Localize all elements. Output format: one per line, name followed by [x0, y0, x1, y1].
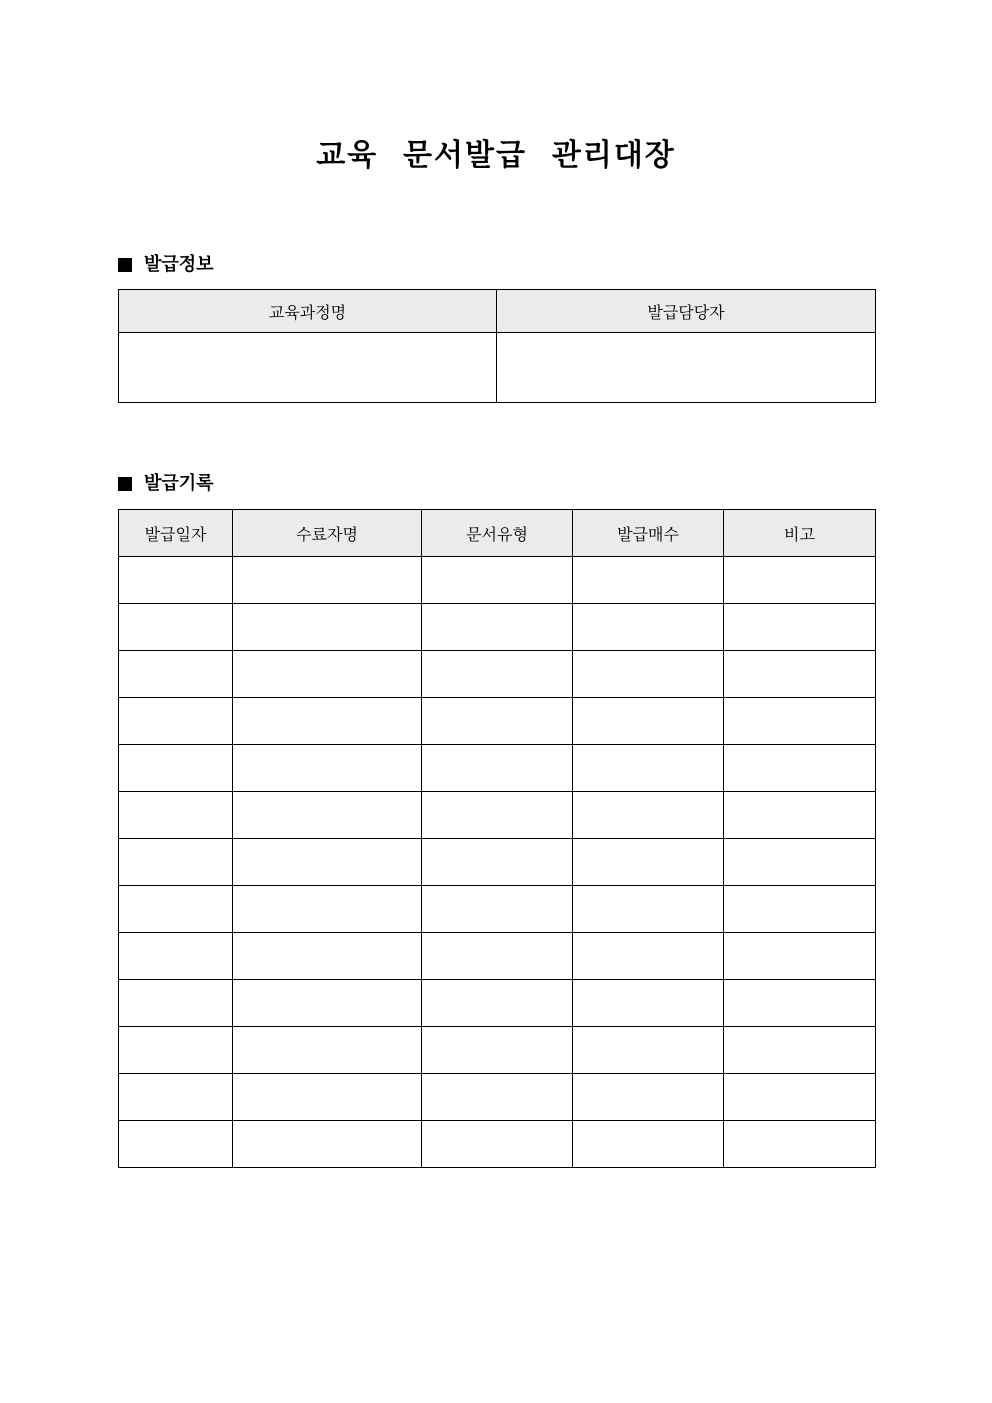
document-type-cell[interactable]	[422, 698, 573, 745]
section-heading-label: 발급정보	[144, 254, 214, 275]
remarks-cell[interactable]	[724, 557, 876, 604]
graduate-name-cell[interactable]	[233, 557, 422, 604]
remarks-cell[interactable]	[724, 651, 876, 698]
issue-date-cell[interactable]	[119, 886, 233, 933]
document-type-cell[interactable]	[422, 1121, 573, 1168]
issue-date-cell[interactable]	[119, 933, 233, 980]
document-type-cell[interactable]	[422, 557, 573, 604]
remarks-cell[interactable]	[724, 792, 876, 839]
graduate-name-cell[interactable]	[233, 698, 422, 745]
copies-cell[interactable]	[573, 557, 724, 604]
table-header-row	[119, 510, 876, 557]
issue-date-cell[interactable]	[119, 792, 233, 839]
table-row	[119, 792, 876, 839]
graduate-name-cell[interactable]	[233, 745, 422, 792]
table-row	[119, 651, 876, 698]
section-heading-label: 발급기록	[144, 473, 214, 494]
table-row	[119, 333, 876, 403]
copies-cell[interactable]	[573, 604, 724, 651]
column-header-graduate-name: 수료자명	[233, 510, 422, 557]
document-type-cell[interactable]	[422, 745, 573, 792]
copies-cell[interactable]	[573, 1074, 724, 1121]
copies-cell[interactable]	[573, 745, 724, 792]
records-body	[119, 557, 876, 1168]
table-header-row	[119, 290, 876, 333]
remarks-cell[interactable]	[724, 933, 876, 980]
course-name-cell[interactable]	[119, 333, 497, 403]
remarks-cell[interactable]	[724, 1027, 876, 1074]
copies-cell[interactable]	[573, 839, 724, 886]
issue-date-cell[interactable]	[119, 1027, 233, 1074]
graduate-name-cell[interactable]	[233, 839, 422, 886]
table-row	[119, 1074, 876, 1121]
remarks-cell[interactable]	[724, 1074, 876, 1121]
column-header-copies: 발급매수	[573, 510, 724, 557]
column-header-document-type: 문서유형	[422, 510, 573, 557]
remarks-cell[interactable]	[724, 604, 876, 651]
graduate-name-cell[interactable]	[233, 886, 422, 933]
table-row	[119, 933, 876, 980]
table-row	[119, 557, 876, 604]
issue-date-cell[interactable]	[119, 604, 233, 651]
table-row	[119, 886, 876, 933]
remarks-cell[interactable]	[724, 1121, 876, 1168]
table-row	[119, 980, 876, 1027]
copies-cell[interactable]	[573, 980, 724, 1027]
graduate-name-cell[interactable]	[233, 980, 422, 1027]
table-row	[119, 1027, 876, 1074]
graduate-name-cell[interactable]	[233, 604, 422, 651]
document-type-cell[interactable]	[422, 980, 573, 1027]
graduate-name-cell[interactable]	[233, 933, 422, 980]
copies-cell[interactable]	[573, 933, 724, 980]
issue-info-table	[118, 289, 876, 403]
table-row	[119, 1121, 876, 1168]
copies-cell[interactable]	[573, 792, 724, 839]
graduate-name-cell[interactable]	[233, 1121, 422, 1168]
copies-cell[interactable]	[573, 651, 724, 698]
copies-cell[interactable]	[573, 886, 724, 933]
column-header-issuer: 발급담당자	[497, 290, 876, 333]
document-type-cell[interactable]	[422, 1074, 573, 1121]
document-title: 교육 문서발급 관리대장	[316, 138, 676, 173]
document-type-cell[interactable]	[422, 886, 573, 933]
section-heading-issue-records	[118, 472, 214, 496]
issue-date-cell[interactable]	[119, 839, 233, 886]
graduate-name-cell[interactable]	[233, 792, 422, 839]
copies-cell[interactable]	[573, 1121, 724, 1168]
document-type-cell[interactable]	[422, 651, 573, 698]
graduate-name-cell[interactable]	[233, 1074, 422, 1121]
table-row	[119, 745, 876, 792]
remarks-cell[interactable]	[724, 886, 876, 933]
remarks-cell[interactable]	[724, 980, 876, 1027]
remarks-cell[interactable]	[724, 839, 876, 886]
column-header-course-name: 교육과정명	[119, 290, 497, 333]
square-bullet-icon	[118, 258, 132, 272]
table-row	[119, 698, 876, 745]
copies-cell[interactable]	[573, 698, 724, 745]
graduate-name-cell[interactable]	[233, 1027, 422, 1074]
graduate-name-cell[interactable]	[233, 651, 422, 698]
remarks-cell[interactable]	[724, 698, 876, 745]
issue-date-cell[interactable]	[119, 698, 233, 745]
document-type-cell[interactable]	[422, 604, 573, 651]
document-type-cell[interactable]	[422, 1027, 573, 1074]
remarks-cell[interactable]	[724, 745, 876, 792]
issue-records-table	[118, 509, 876, 1168]
issue-date-cell[interactable]	[119, 557, 233, 604]
document-type-cell[interactable]	[422, 792, 573, 839]
column-header-issue-date: 발급일자	[119, 510, 233, 557]
document-type-cell[interactable]	[422, 933, 573, 980]
issue-date-cell[interactable]	[119, 980, 233, 1027]
square-bullet-icon	[118, 477, 132, 491]
issue-date-cell[interactable]	[119, 745, 233, 792]
issuer-cell[interactable]	[497, 333, 876, 403]
document-type-cell[interactable]	[422, 839, 573, 886]
issue-date-cell[interactable]	[119, 1074, 233, 1121]
copies-cell[interactable]	[573, 1027, 724, 1074]
issue-date-cell[interactable]	[119, 1121, 233, 1168]
table-row	[119, 839, 876, 886]
column-header-remarks: 비고	[724, 510, 876, 557]
issue-date-cell[interactable]	[119, 651, 233, 698]
table-row	[119, 604, 876, 651]
section-heading-issue-info	[118, 253, 214, 277]
